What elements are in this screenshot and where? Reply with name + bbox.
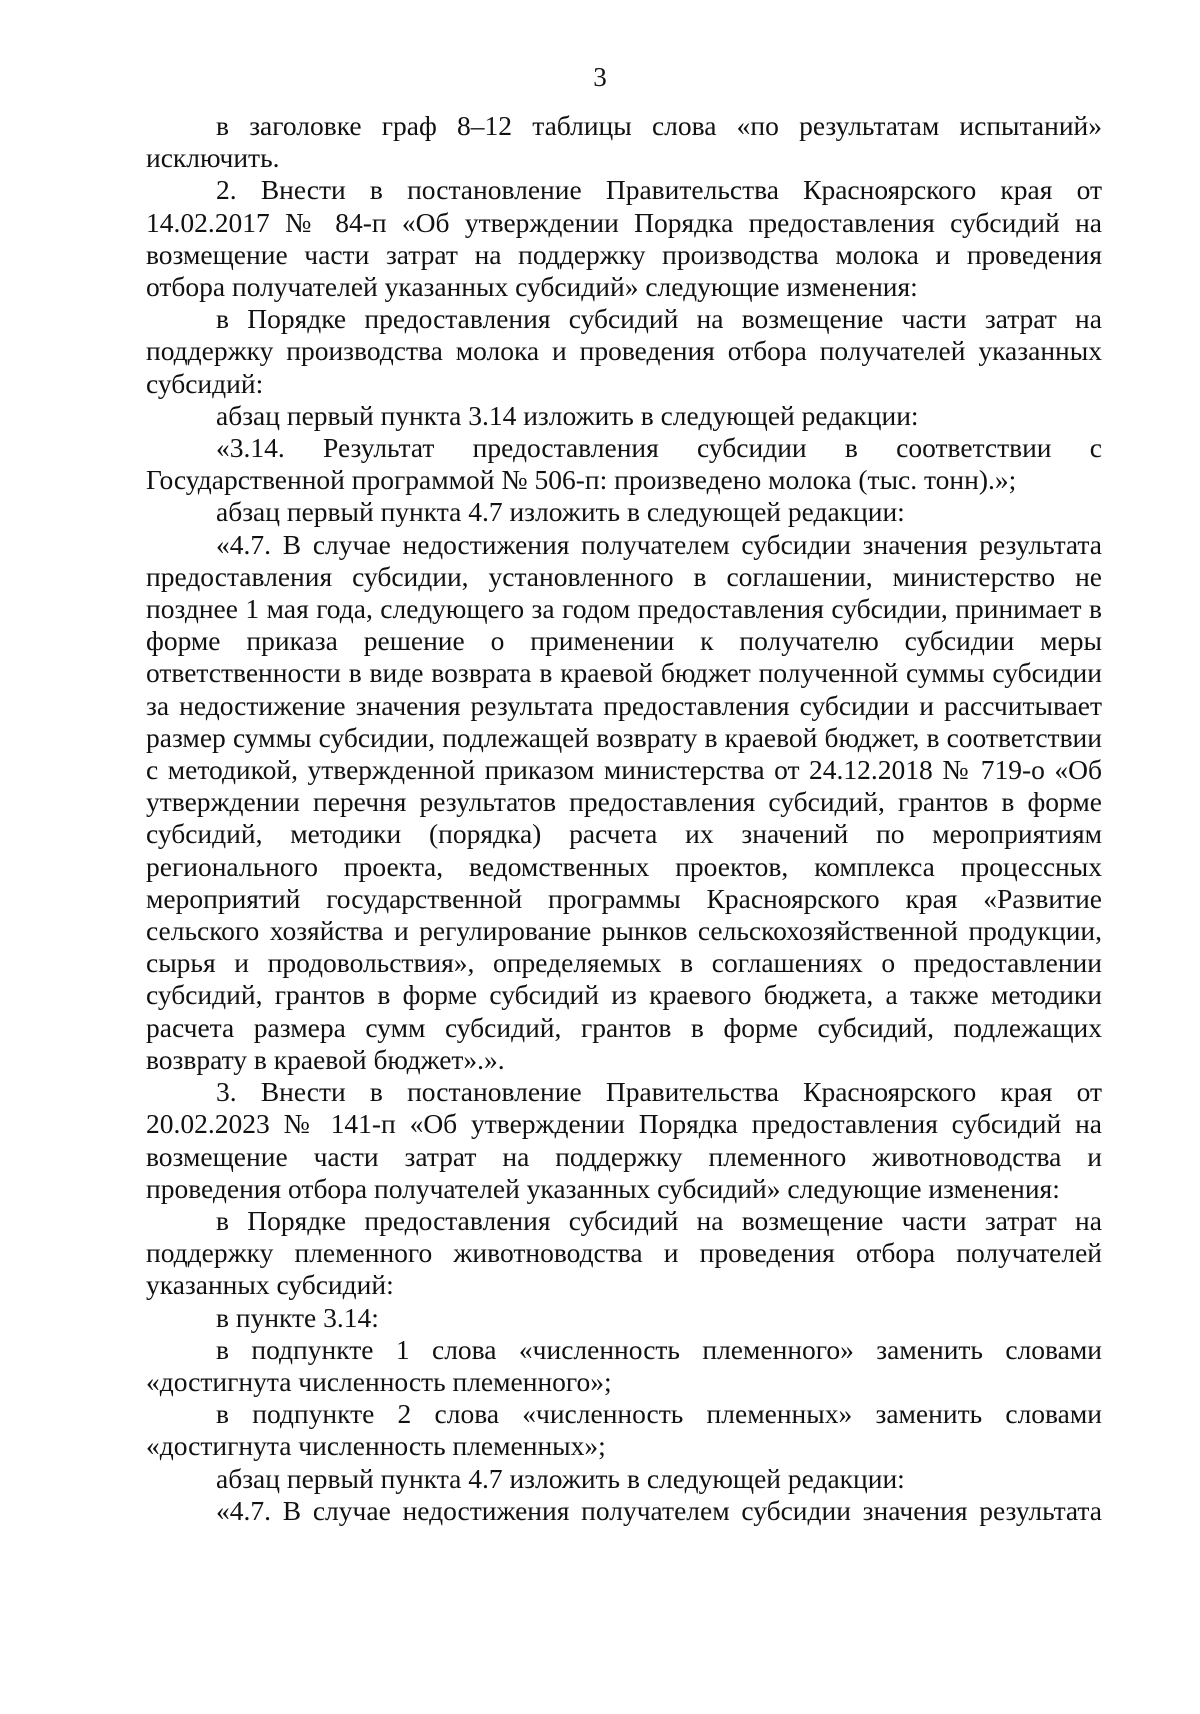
paragraph: в подпункте 1 слова «численность племенного» заменить словами «достигнута численность племенного»; <box>146 1333 1102 1397</box>
paragraph: абзац первый пункта 3.14 изложить в следующей редакции: <box>216 399 919 431</box>
paragraph: «4.7. В случае недостижения получателем субсидии значения результата <box>216 1494 1102 1526</box>
paragraph: в заголовке граф 8–12 таблицы слова «по результатам испытаний» исключить. <box>146 110 1102 174</box>
paragraph: «3.14. Результат предоставления субсидии в соответствии с Государственной программой № 506-п: произведено молока (тыс. тонн).»; <box>146 432 1102 496</box>
page-number: 3 <box>593 62 607 92</box>
paragraph: в Порядке предоставления субсидий на возмещение части затрат на поддержку племенного животноводства и проведения отбора получателей указанных субсидий: <box>146 1204 1102 1301</box>
paragraph: в подпункте 2 слова «численность племенных» заменить словами «достигнута численность племенных»; <box>146 1398 1102 1462</box>
paragraph: в пункте 3.14: <box>216 1301 379 1333</box>
paragraph: 2. Внести в постановление Правительства Красноярского края от 14.02.2017 № 84-п «Об утверждении Порядка предоставления субсидий на возмещение части затрат на поддержку производства молока и проведения отбора получателей указанных субсидий» следующие изменения: <box>146 174 1102 303</box>
paragraph: «4.7. В случае недостижения получателем субсидии значения результата предоставления субсидии, установленного в соглашении, министерство не позднее 1 мая года, следующего за годом предоставления субсидии, принимает в форме приказа решение о применении к получателю субсидии меры ответственности в виде возврата в краевой бюджет полученной суммы субсидии за недостижение значения результата предоставления субсидии и рассчитывает размер суммы субсидии, подлежащей возврату в краевой бюджет, в соответствии с методикой, утвержденной приказом министерства от 24.12.2018 № 719-о «Об утверждении перечня результатов предоставления субсидий, грантов в форме субсидий, методики (порядка) расчета их значений по мероприятиям регионального проекта, ведомственных проектов, комплекса процессных мероприятий государственной программы Красноярского края «Развитие сельского хозяйства и регулирование рынков сельскохозяйственной продукции, сырья и продовольствия», определяемых в соглашениях о предоставлении субсидий, грантов в форме субсидий из краевого бюджета, а также методики расчета размера сумм субсидий, грантов в форме субсидий, подлежащих возврату в краевой бюджет».». <box>146 528 1102 1075</box>
paragraph: 3. Внести в постановление Правительства Красноярского края от 20.02.2023 № 141-п «Об утверждении Порядка предоставления субсидий на возмещение части затрат на поддержку племенного животноводства и проведения отбора получателей указанных субсидий» следующие изменения: <box>146 1076 1102 1204</box>
document-body <box>146 110 1102 1527</box>
paragraph: в Порядке предоставления субсидий на возмещение части затрат на поддержку производства молока и проведения отбора получателей указанных субсидий: <box>146 303 1102 399</box>
paragraph: абзац первый пункта 4.7 изложить в следующей редакции: <box>216 1462 905 1494</box>
paragraph: абзац первый пункта 4.7 изложить в следующей редакции: <box>216 496 905 528</box>
